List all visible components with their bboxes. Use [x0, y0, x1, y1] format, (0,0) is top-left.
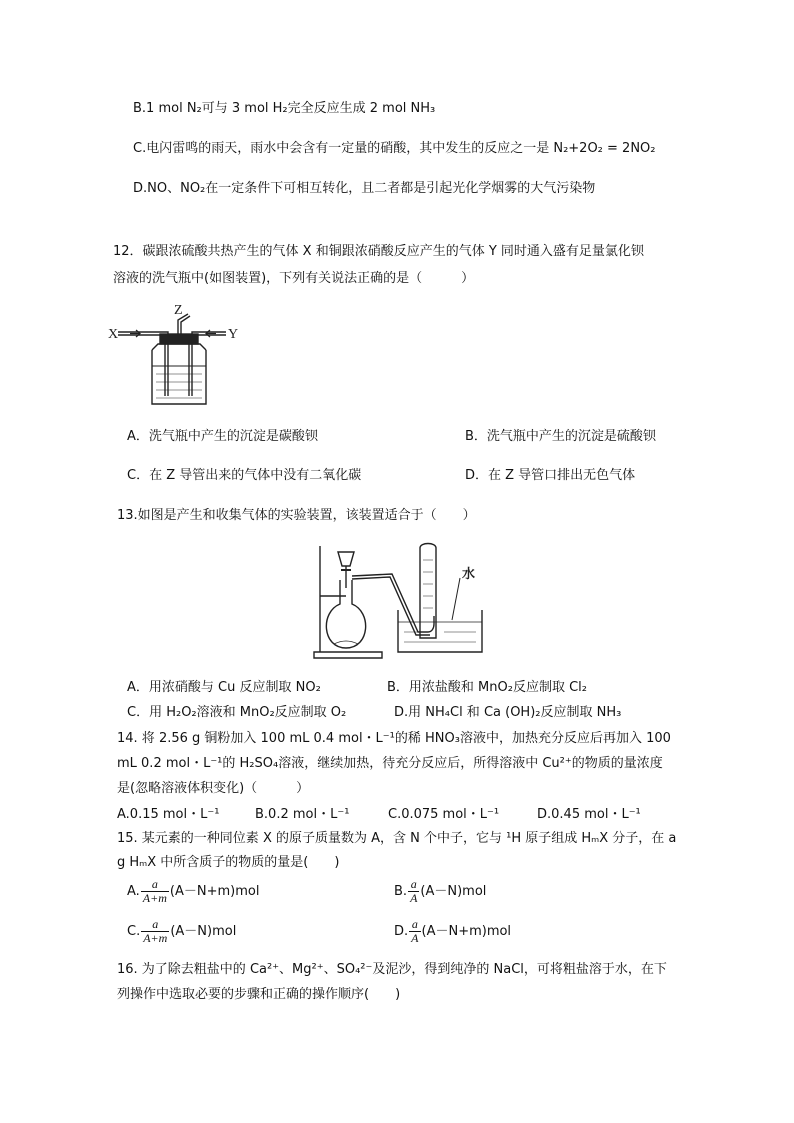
gas-washing-bottle-diagram	[108, 304, 238, 410]
fraction-denominator: A	[410, 891, 418, 905]
q11-option-b: B.1 mol N₂可与 3 mol H₂完全反应生成 2 mol NH₃	[133, 101, 436, 116]
q13-option-a: A．用浓硝酸与 Cu 反应制取 NO₂	[127, 680, 321, 695]
fraction-numerator: a	[409, 918, 420, 932]
q13-option-d: D.用 NH₄Cl 和 Ca (OH)₂反应制取 NH₃	[394, 705, 622, 720]
q15-option-b-fraction	[408, 878, 419, 905]
q12-option-d: D．在 Z 导管口排出无色气体	[465, 468, 636, 483]
q12-option-b: B．洗气瓶中产生的沉淀是硫酸钡	[465, 429, 656, 444]
fraction-denominator: A+m	[143, 931, 168, 945]
q13-option-c: C．用 H₂O₂溶液和 MnO₂反应制取 O₂	[127, 705, 347, 720]
fraction-denominator: A	[411, 931, 419, 945]
q15-stem-line2: g HₘX 中所含质子的物质的量是( )	[117, 855, 340, 870]
q16-stem-line1: 16. 为了除去粗盐中的 Ca²⁺、Mg²⁺、SO₄²⁻及泥沙，得到纯净的 NaCl，可将粗盐溶于水，在下	[117, 962, 667, 977]
q11-option-c: C.电闪雷鸣的雨天，雨水中会含有一定量的硝酸，其中发生的反应之一是 N₂+2O₂ = 2NO₂	[133, 141, 656, 156]
q13-option-b: B．用浓盐酸和 MnO₂反应制取 Cl₂	[387, 680, 587, 695]
q12-option-a: A．洗气瓶中产生的沉淀是碳酸钡	[127, 429, 318, 444]
q12-stem-line1: 12．碳跟浓硫酸共热产生的气体 X 和铜跟浓硝酸反应产生的气体 Y 同时通入盛有足量氯化钡	[113, 244, 644, 259]
label-y: Y	[228, 327, 238, 342]
q16-stem-line2: 列操作中选取必要的步骤和正确的操作顺序( )	[117, 987, 401, 1002]
fraction-denominator: A+m	[142, 891, 167, 905]
q15-option-c	[127, 918, 236, 945]
fraction-numerator: a	[408, 878, 419, 892]
q12-option-c: C．在 Z 导管出来的气体中没有二氧化碳	[127, 468, 362, 483]
q15-option-d-tail: (A－N+m)mol	[421, 924, 512, 939]
q15-stem-line1: 15. 某元素的一种同位素 X 的原子质量数为 A，含 N 个中子，它与 ¹H 原子组成 HₘX 分子，在 a	[117, 831, 677, 846]
fraction-numerator: a	[141, 878, 169, 892]
q15-option-c-tail: (A－N)mol	[170, 924, 237, 939]
water-label: 水	[462, 567, 476, 582]
q12-stem-line2: 溶液的洗气瓶中(如图装置)，下列有关说法正确的是（ ）	[113, 271, 475, 286]
q15-option-b-tail: (A－N)mol	[420, 884, 487, 899]
q15-option-a-fraction	[141, 878, 169, 905]
gas-generation-apparatus-diagram	[306, 540, 502, 660]
q14-option-b: B.0.2 mol・L⁻¹	[255, 807, 350, 822]
q14-stem-line3: 是(忽略溶液体积变化)（ ）	[117, 781, 310, 796]
q15-option-a	[127, 878, 259, 905]
q15-option-a-label: A.	[127, 884, 140, 899]
q15-option-d	[394, 918, 511, 945]
q15-option-d-label: D.	[394, 924, 409, 939]
q15-option-a-tail: (A－N+m)mol	[169, 884, 260, 899]
q15-option-b-label: B.	[394, 884, 408, 899]
q11-option-d: D.NO、NO₂在一定条件下可相互转化，且二者都是引起光化学烟雾的大气污染物	[133, 181, 596, 196]
q14-stem-line1: 14. 将 2.56 g 铜粉加入 100 mL 0.4 mol・L⁻¹的稀 HNO₃溶液中，加热充分反应后再加入 100	[117, 731, 671, 746]
q15-option-c-label: C.	[127, 924, 141, 939]
q15-option-d-fraction	[409, 918, 420, 945]
fraction-numerator: a	[141, 918, 169, 932]
q14-option-d: D.0.45 mol・L⁻¹	[537, 807, 641, 822]
label-z: Z	[174, 304, 183, 318]
q15-option-b	[394, 878, 486, 905]
label-x: X	[108, 327, 119, 342]
q15-option-c-fraction	[141, 918, 169, 945]
q14-option-a: A.0.15 mol・L⁻¹	[117, 807, 220, 822]
q14-option-c: C.0.075 mol・L⁻¹	[388, 807, 500, 822]
q14-stem-line2: mL 0.2 mol・L⁻¹的 H₂SO₄溶液，继续加热，待充分反应后，所得溶液中 Cu²⁺的物质的量浓度	[117, 756, 663, 771]
q13-stem: 13.如图是产生和收集气体的实验装置，该装置适合于（ ）	[117, 508, 476, 523]
